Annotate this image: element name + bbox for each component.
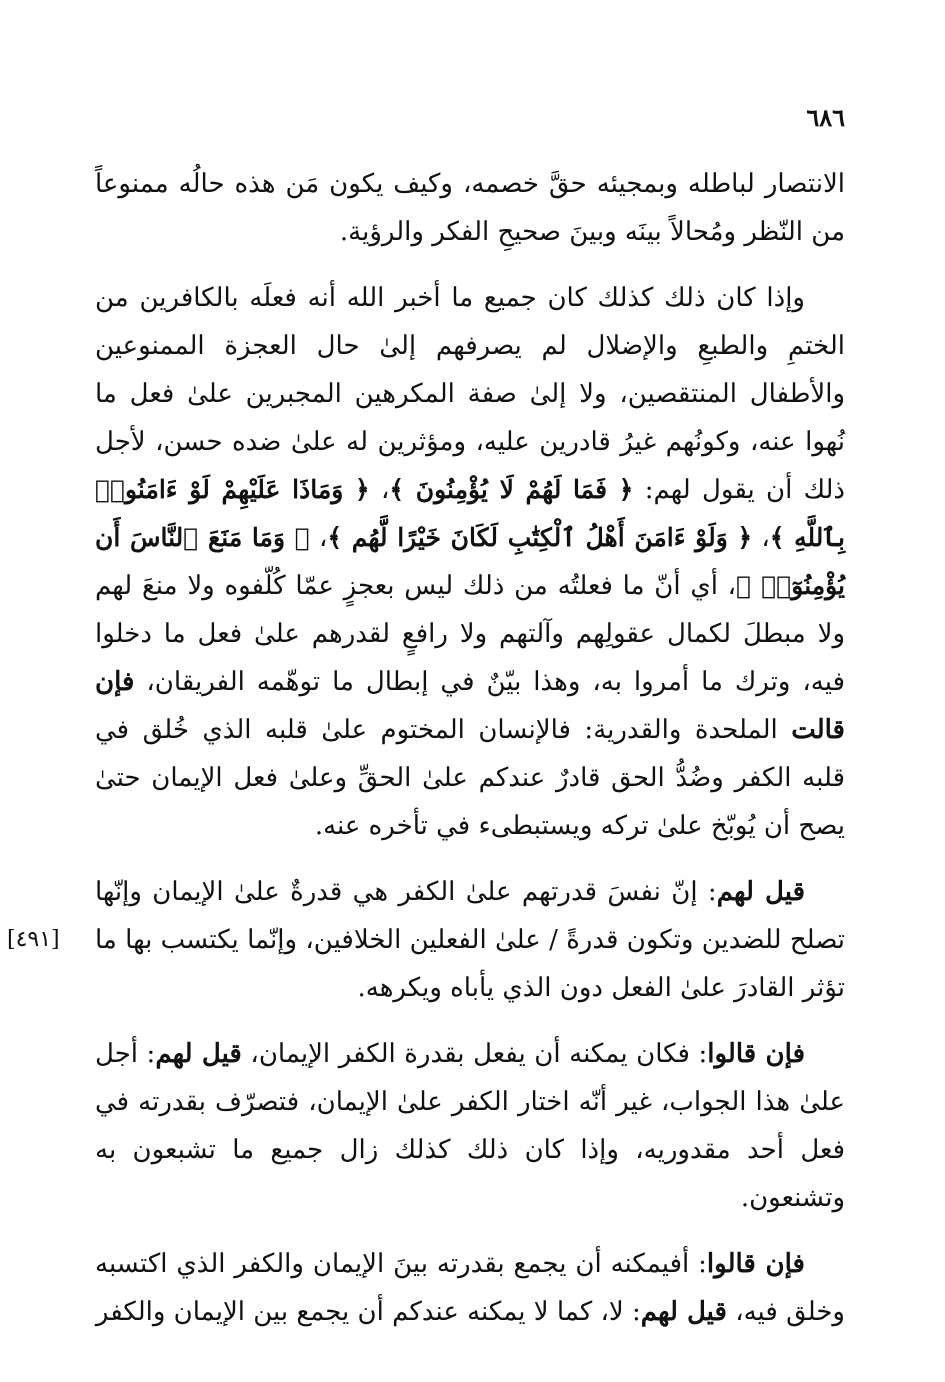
document-body xyxy=(7,160,846,1354)
quran-verse-4: ﴿ وَمَا مَنَعَ ٱلنَّاسَ أَن يُؤْمِنُوٓا۟ ﴾ xyxy=(95,523,845,600)
paragraph-2-text-b: ، أي أنّ ما فعلتُه من ذلك ليس بعجزٍ عمّا كُلّفوه ولا منعَ لهم ولا مبطلَ لكمال عقولِهم وآلتهم ولا رافعٍ لقدرهم علىٰ فعل ما دخلوا فيه، وترك ما أمروا به، وهذا بيّنٌ في إبطال ما توهّمه الفريقان، xyxy=(95,571,845,697)
document-page xyxy=(7,95,846,1327)
paragraph-4-text-a: : فكان يمكنه أن يفعل بقدرة الكفر الإيمان، xyxy=(241,1039,708,1069)
paragraph-4 xyxy=(95,1030,845,1222)
paragraph-2 xyxy=(95,274,845,850)
quran-verse-1: ﴿ فَمَا لَهُمْ لَا يُؤْمِنُونَ ﴾ xyxy=(389,475,634,504)
paragraph-5-text-a: : أفيمكنه أن يجمع بقدرته بينَ الإيمان والكفر الذي اكتسبه وخلق فيه، xyxy=(95,1249,845,1327)
paragraph-3-bold: قيل لهم xyxy=(716,877,805,907)
separator-3: ، xyxy=(309,523,328,553)
separator-2: ، xyxy=(752,523,770,553)
paragraph-2-bold: فإن قالت xyxy=(95,667,845,745)
paragraph-5-text-b: : لا، كما لا يمكنه عندكم أن يجمع بين الإيمان والكفر xyxy=(95,1297,641,1327)
quran-verse-3: ﴿ وَلَوْ ءَامَنَ أَهْلُ ٱلْكِتَٰبِ لَكَانَ خَيْرًا لَّهُم ﴾ xyxy=(327,523,753,552)
paragraph-2-text-a: وإذا كان ذلك كذلك كان جميع ما أخبر الله أنه فعلَه بالكافرين من الختمِ والطبعِ والإضلال لم يصرفهم إلىٰ حال العجزة الممنوعين والأطفال المنتقصين، ولا إلىٰ صفة المكرهين المجبرين علىٰ فعل ما نُهوا عنه، وكونُهم غيرُ قادرين عليه، ومؤثرين له علىٰ ضده حسن، لأجل ذلك أن يقول لهم: xyxy=(95,283,846,505)
paragraph-4-text-b: : أجل علىٰ هذا الجواب، غير أنّه اختار الكفر علىٰ الإيمان، فتصرّف بقدرته في فعل أحد مقدوريه، وإذا كان ذلك كذلك زال جميع ما تشبعون به وتشنعون. xyxy=(95,1039,845,1213)
paragraph-5-bold-2: قيل لهم xyxy=(640,1297,727,1327)
paragraph-5-bold-1: فإن قالوا xyxy=(706,1249,805,1279)
paragraph-5 xyxy=(95,1240,845,1336)
page-number: ٦٨٦ xyxy=(806,103,845,132)
margin-page-reference: [٤٩١] xyxy=(7,927,60,952)
paragraph-3 xyxy=(7,868,845,1012)
paragraph-2-text-c: الملحدة والقدرية: فالإنسان المختوم علىٰ قلبه الذي خُلق في قلبه الكفر وضُدُّ الحق قادرٌ عندكم علىٰ الحقِّ وعلىٰ فعل الإيمان حتىٰ يصح أن يُوبّخ علىٰ تركه ويستبطىء في تأخره عنه. xyxy=(95,715,845,841)
paragraph-1-text: الانتصار لباطله وبمجيئه حقَّ خصمه، وكيف يكون مَن هذه حالُه ممنوعاً من النّظر ومُحالاً بينَه وبينَ صحيحِ الفكر والرؤية. xyxy=(95,169,845,247)
quran-verse-2: ﴿ وَمَاذَا عَلَيْهِمْ لَوْ ءَامَنُوا۟ بِٱللَّهِ ﴾ xyxy=(95,475,846,552)
paragraph-4-bold-1: فإن قالوا xyxy=(707,1039,805,1069)
paragraph-1 xyxy=(95,160,845,256)
paragraph-4-bold-2: قيل لهم xyxy=(155,1039,242,1069)
paragraph-3-text: : إنّ نفسَ قدرتهم علىٰ الكفر هي قدرةٌ علىٰ الإيمان وإنّها تصلح للضدين وتكون قدرةً / علىٰ الفعلين الخلافين، وإنّما يكتسب بها ما تؤثر القادرَ علىٰ الفعل دون الذي يأباه ويكرهه. xyxy=(95,877,845,1003)
separator-1: ، xyxy=(369,475,390,505)
